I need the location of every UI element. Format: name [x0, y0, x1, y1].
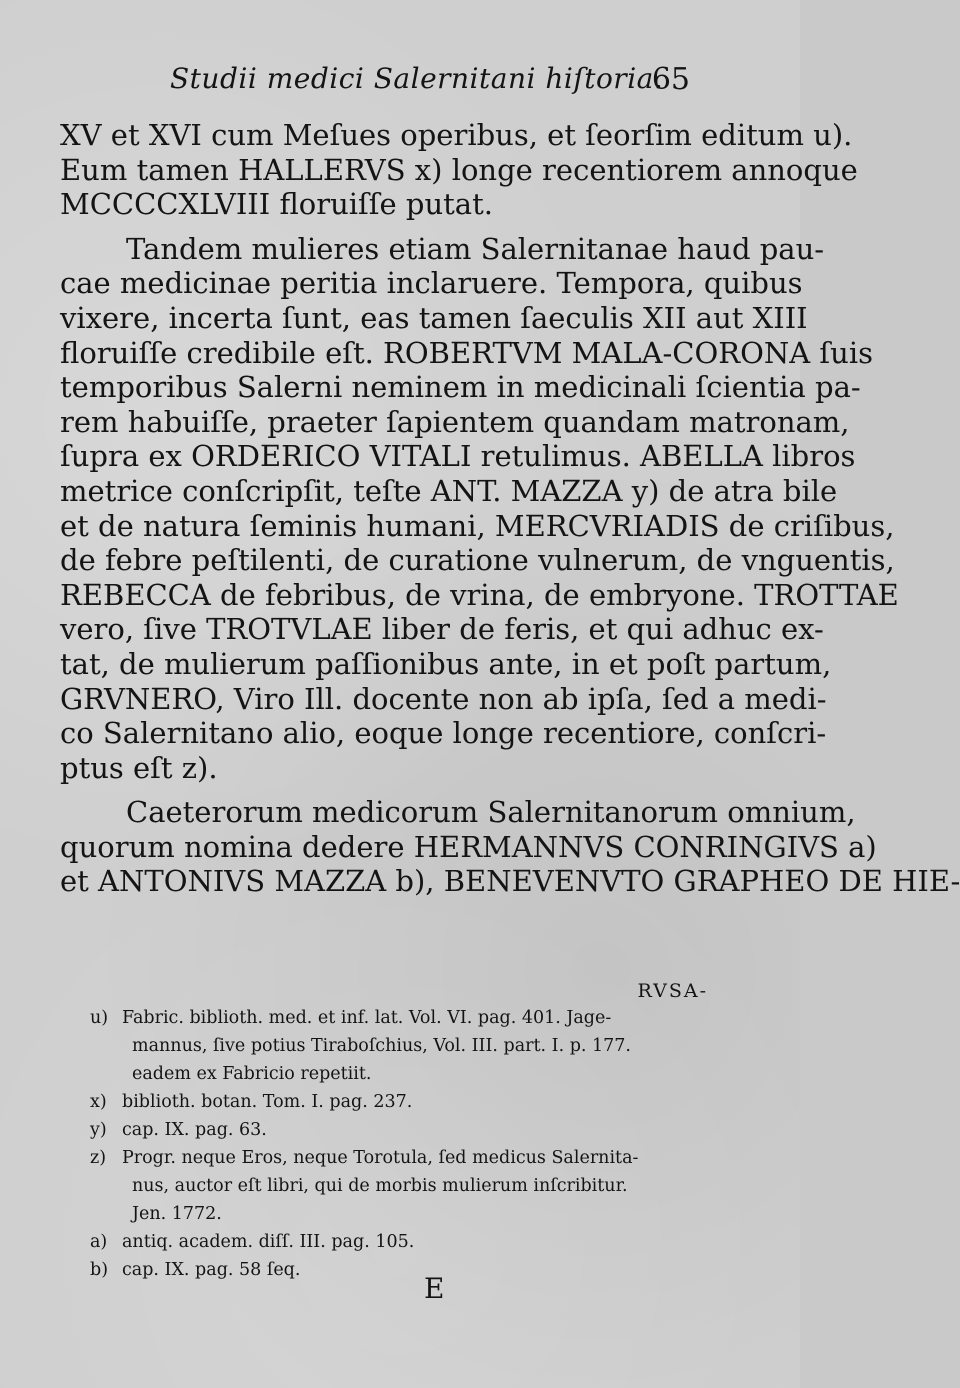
- footnote-mark: y): [90, 1120, 107, 1140]
- text-line: GRVNERO, Viro Ill. docente non ab ipſa, ſed a medi-: [60, 681, 827, 716]
- text-line: XV et XVI cum Meſues operibus, et ſeorſim editum u).: [60, 118, 853, 152]
- text-line: floruiſſe credibile eſt. ROBERTVM MALA-CORONA ſuis: [60, 335, 873, 370]
- footnote-text: cap. IX. pag. 58 ſeq.: [122, 1260, 301, 1280]
- paragraph-start-line: Caeterorum medicorum Salernitanorum omnium,: [126, 795, 856, 830]
- footnote-b: [90, 1256, 706, 1284]
- text-line: co Salernitano alio, eoque longe recentiore, conſcri-: [60, 716, 827, 751]
- footnote-y: [90, 1116, 706, 1144]
- footnote-continuation: eadem ex Fabricio repetiit.: [132, 1064, 372, 1084]
- page-number: 65: [651, 62, 690, 97]
- footnote-mark: z): [90, 1148, 107, 1168]
- catchword: RVSA-: [637, 980, 708, 1002]
- footnote-a: [90, 1228, 706, 1256]
- signature-mark: E: [424, 1272, 445, 1305]
- text-line: Eum tamen HALLERVS x) longe recentiorem annoque: [60, 152, 858, 187]
- footnote-mark: b): [90, 1260, 109, 1280]
- text-line: cae medicinae peritia inclaruere. Tempora, quibus: [60, 266, 803, 301]
- footnote-text: cap. IX. pag. 63.: [122, 1120, 267, 1140]
- footnotes: [90, 1004, 706, 1284]
- footnote-text: Fabric. biblioth. med. et inf. lat. Vol. VI. pag. 401. Jage-: [122, 1008, 612, 1028]
- text-line: metrice conſcripſit, teſte ANT. MAZZA y) de atra bile: [60, 473, 838, 508]
- text-line: temporibus Salerni neminem in medicinali ſcientia pa-: [60, 370, 861, 405]
- footnote-x: [90, 1088, 706, 1116]
- footnote-continuation: nus, auctor eſt libri, qui de morbis mulierum inſcribitur.: [132, 1176, 628, 1196]
- main-text: [60, 118, 960, 899]
- text-line: ſupra ex ORDERICO VITALI retulimus. ABELLA libros: [60, 439, 856, 474]
- footnote-text: biblioth. botan. Tom. I. pag. 237.: [122, 1092, 413, 1112]
- running-title: Studii medici Salernitani hiſtoria.: [170, 62, 664, 95]
- footnote-mark: a): [90, 1232, 108, 1252]
- text-line: ptus eſt z).: [60, 750, 218, 785]
- text-line: et ANTONIVS MAZZA b), BENEVENVTO GRAPHEO DE HIE-: [60, 864, 960, 899]
- text-line: rem habuiſſe, praeter ſapientem quandam matronam,: [60, 404, 850, 439]
- text-line: de febre peſtilenti, de curatione vulnerum, de vnguentis,: [60, 543, 895, 578]
- text-line: quorum nomina dedere HERMANNVS CONRINGIVS a): [60, 829, 877, 864]
- text-line: MCCCCXLVIII floruiſſe putat.: [60, 187, 493, 222]
- footnote-text: Progr. neque Eros, neque Torotula, ſed medicus Salernita-: [122, 1148, 639, 1168]
- text-line: vixere, incerta ſunt, eas tamen ſaeculis XII aut XIII: [60, 300, 808, 335]
- paragraph-start-line: Tandem mulieres etiam Salernitanae haud pau-: [126, 231, 825, 266]
- footnote-mark: u): [90, 1008, 109, 1028]
- footnote-text: antiq. academ. diſſ. III. pag. 105.: [122, 1232, 415, 1252]
- footnote-u: [90, 1004, 706, 1032]
- footnote-continuation: Jen. 1772.: [132, 1204, 222, 1224]
- footnote-z: [90, 1144, 706, 1172]
- text-line: REBECCA de febribus, de vrina, de embryone. TROTTAE: [60, 577, 899, 612]
- footnote-continuation: mannus, ſive potius Tiraboſchius, Vol. III. part. I. p. 177.: [132, 1036, 631, 1056]
- text-line: et de natura ſeminis humani, MERCVRIADIS de criſibus,: [60, 508, 895, 543]
- text-line: tat, de mulierum paſſionibus ante, in et poſt partum,: [60, 646, 832, 681]
- text-line: vero, ſive TROTVLAE liber de feris, et qui adhuc ex-: [60, 612, 824, 647]
- page-header: [60, 56, 690, 102]
- footnote-mark: x): [90, 1092, 107, 1112]
